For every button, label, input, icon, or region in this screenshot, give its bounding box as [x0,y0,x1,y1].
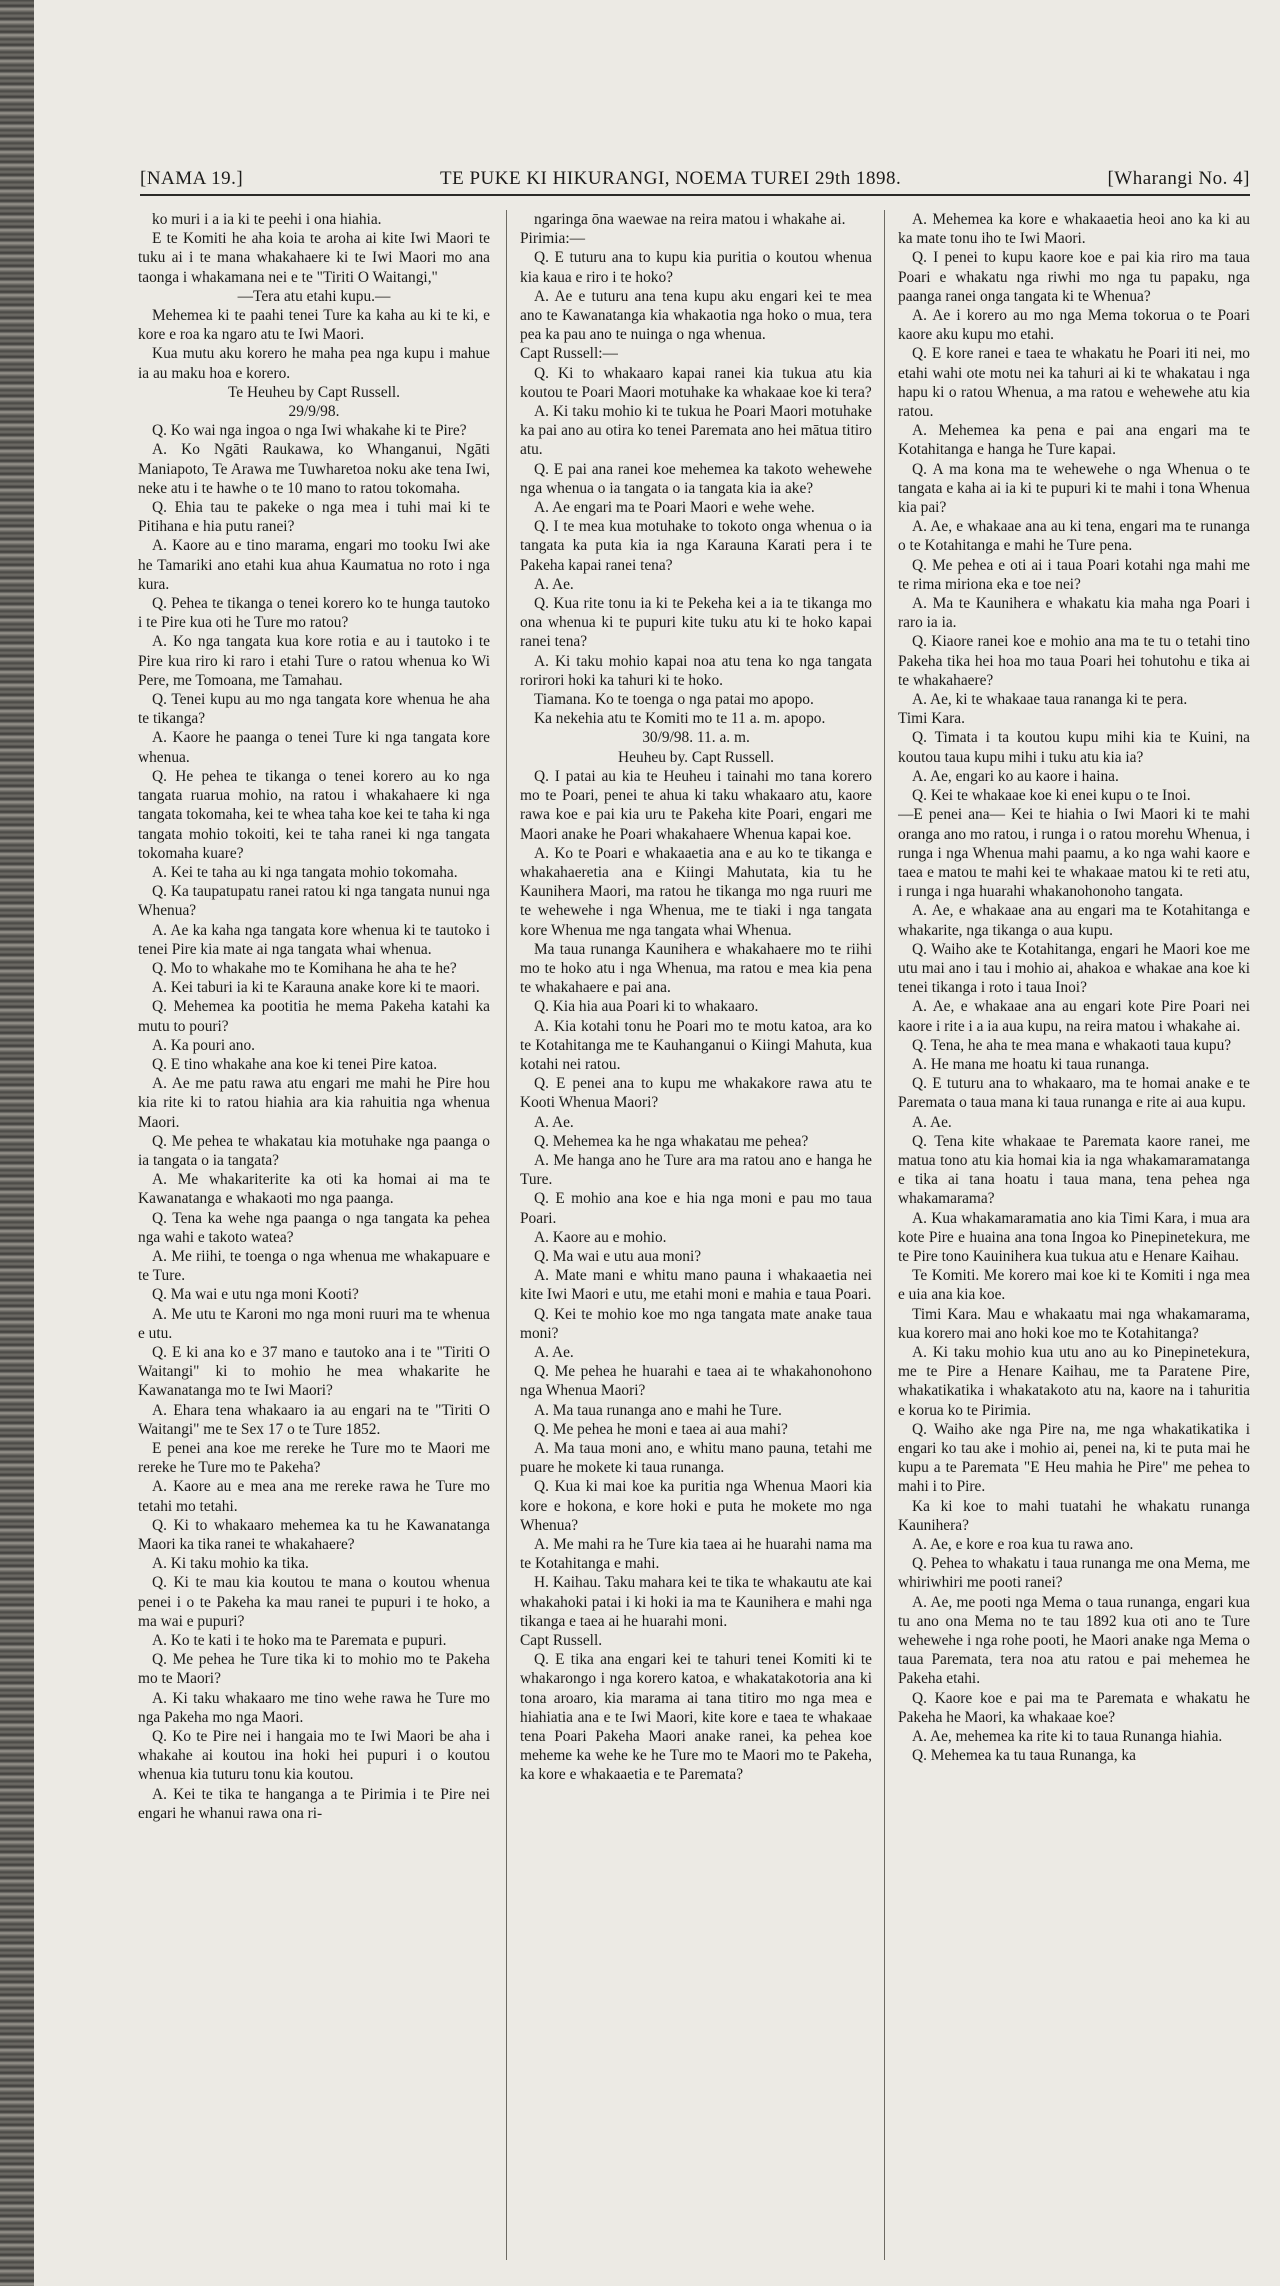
column-divider [506,210,507,2260]
paragraph: Q. Ko te Pire nei i hangaia mo te Iwi Maori be aha i whakahe ai koutou ina hoki hei pupuri i o koutou whenua kia tuturu tonu kia koutou. [138,1728,490,1784]
paragraph: A. Ae. [534,1343,574,1361]
paragraph: Q. Ma wai e utu nga moni Kooti? [152,1286,359,1304]
paragraph: A. Kei taburi ia ki te Karauna anake kore ki te maori. [152,979,480,997]
column-divider [884,210,885,2260]
paragraph: Ka ki koe to mahi tuatahi he whakatu runanga Kaunihera? [898,1497,1250,1534]
paragraph: Q. He pehea te tikanga o tenei korero au ko nga tangata ruarua mohio, na ratou i whakahaere ki nga tangata tokomaha, kei te whea taha koe kei te taha ki nga tangata mohio tokoiti, kei te taha ranei ki nga tangata tokomaha kuare? [138,767,490,862]
paragraph: E penei ana koe me rereke he Ture mo te Maori me rereke he Ture mo te Pakeha? [138,1440,490,1477]
paragraph: Q. Pehea te tikanga o tenei korero ko te hunga tautoko i te Pire kua oti he Ture mo ratou? [138,595,490,632]
paragraph: A. Ae, e whakaae ana au engari kote Pire Poari nei kaore i rite i a ia aua kupu, na reira matou i whakahe ai. [898,998,1250,1035]
paragraph: A. Ki taku mohio kua utu ano au ko Pinepinetekura, me te Pire a Henare Kaihau, me ta Paratene Pire, whakatikatika i whakatakoto atu na, kaore na i tahuritia e korua ko te Pirimia. [898,1343,1250,1419]
paragraph: A. Kei te tika te hanganga a te Pirimia i te Pire nei engari he whanui rawa ona ri- [138,1785,490,1822]
binding-edge [0,0,34,2286]
paragraph: A. Mehemea ka kore e whakaaetia heoi ano ka ki au ka mate tonu iho te Iwi Maori. [898,211,1250,248]
paragraph: Q. I patai au kia te Heuheu i tainahi mo tana korero mo te Poari, penei te ahua ki taku whakaaro atu, kaore rawa koe e pai kia uru te Pakeha kite Poari, engari me Maori anake he Poari whakahaere Whenua kapai koe. [520,767,872,843]
paragraph: A. Ae, me pooti nga Mema o taua runanga, engari kua tu ano ona Mema no te tau 1892 kua oti ano te Ture wehewehe i nga rohe pooti, he Maori anake nga Mema o taua Paremata, tera noa atu ratou e pai mehemea he Pakeha etahi. [898,1593,1250,1688]
column-3 [898,210,1250,2270]
paragraph: A. Me mahi ra he Ture kia taea ai he huarahi nama ma te Kotahitanga e mahi. [520,1536,872,1573]
paragraph: Q. Ki to whakaaro mehemea ka tu he Kawanatanga Maori ka tika ranei te whakahaere? [138,1516,490,1554]
page-number: [Wharangi No. 4] [1107,168,1250,189]
paragraph: 30/9/98. 11. a. m. [642,729,750,747]
paragraph: Q. I te mea kua motuhake to tokoto onga whenua o ia tangata ka puta kia ia nga Karauna Karati pera i te Pakeha kapai ranei tena? [520,518,872,574]
paragraph: A. Ae engari ma te Poari Maori e wehe wehe. [534,499,815,517]
paragraph: Q. Timata i ta koutou kupu mihi kia te Kuini, na koutou taua kupu mihi i tuku atu kia ia? [898,729,1250,766]
paragraph: Q. Tena, he aha te mea mana e whakaoti taua kupu? [912,1036,1232,1054]
paragraph: A. Ma taua runanga ano e mahi he Ture. [534,1401,782,1419]
paragraph: Q. I penei to kupu kaore koe e pai kia riro ma taua Poari e whakatu nga riwhi mo nga tu papaku, nga paanga ranei onga tangata ki te Whenua? [898,249,1250,305]
paragraph: A. Kaore au e tino marama, engari mo tooku Iwi ake he Tamariki ano etahi kua ahua Kaumatua no roto i nga kura. [138,537,490,593]
paragraph: A. Kaore au e mohio. [534,1228,667,1246]
paragraph: A. Me utu te Karoni mo nga moni ruuri ma te whenua e utu. [138,1305,490,1342]
paragraph: Q. Ka taupatupatu ranei ratou ki nga tangata nunui nga Whenua? [138,883,490,920]
paragraph: Q. E pai ana ranei koe mehemea ka takoto wehewehe nga whenua o ia tangata o ia tangata kia ia ake? [520,460,872,497]
paragraph: A. Ae, engari ko au kaore i haina. [912,767,1119,785]
paragraph: A. Kia kotahi tonu he Poari mo te motu katoa, ara ko te Kotahitanga me te Kauhanganui o Kiingi Mahuta, kua kotahi nei ratou. [520,1017,872,1073]
paragraph: Q. Waiho ake nga Pire na, me nga whakatikatika i engari ko tau ake i mohio ai, penei na, ki te puta mai he kupu a te Paremata "E Heu mahia he Pire" me pehea to mahi i to Pire. [898,1420,1250,1496]
paragraph: Q. Kia hia aua Poari ki to whakaaro. [534,998,759,1016]
paragraph: Q. E tino whakahe ana koe ki tenei Pire katoa. [152,1055,438,1073]
paragraph: A. Ae me patu rawa atu engari me mahi he Pire hou kia rite ki to ratou hiahia ara kia rahuitia nga whenua Maori. [138,1075,490,1131]
paragraph: Q. E tika ana engari kei te tahuri tenei Komiti ki te whakarongo i nga korero katoa, e whakatakotoria ana ki tona aroaro, kia marama ai tana titiro mo nga mea e hiahiatia ana e te Iwi Maori, kite kore e taea te whakaae tena Poari Pakeha Maori anake ranei, ka pehea koe meheme ka wehe ke he Ture mo te Maori mo te Pakeha, ka kore e whakaaetia e te Paremata? [520,1651,872,1784]
paragraph: Q. Ki te mau kia koutou te mana o koutou whenua penei i o te Pakeha ka mau ranei te pupuri i te hoko, a ma wai e pupuri? [138,1574,490,1630]
paragraph: Timi Kara. [898,710,965,728]
paragraph: A. Ae, mehemea ka rite ki to taua Runanga hiahia. [912,1728,1223,1746]
paragraph: A. Ae, ki te whakaae taua rananga ki te pera. [912,691,1188,709]
paragraph: Timi Kara. Mau e whakaatu mai nga whakamarama, kua korero mai ano hoki koe mo te Kotahitanga? [898,1305,1250,1342]
paragraph: A. Ma te Kaunihera e whakatu kia maha nga Poari i raro ia ia. [898,595,1250,632]
paragraph: Q. E kore ranei e taea te whakatu he Poari iti nei, mo etahi wahi ote motu nei ka tahuri ai ki te whakatau i nga hapu ki o ratou Whenua, a ma ratou e wehewehe atu kia ratou. [898,345,1250,421]
paragraph: ko muri i a ia ki te peehi i ona hiahia. [152,211,382,228]
paragraph: Q. E mohio ana koe e hia nga moni e pau mo taua Poari. [520,1190,872,1227]
paragraph: Heuheu by. Capt Russell. [618,748,774,766]
paragraph: Q. Me pehea he Ture tika ki to mohio mo te Pakeha mo te Maori? [138,1651,490,1688]
paragraph: Q. Mehemea ka he nga whakatau me pehea? [534,1132,809,1150]
paragraph: A. Mehemea ka pena e pai ana engari ma te Kotahitanga e hanga he Ture kapai. [898,422,1250,459]
header-rule [140,194,1250,196]
paragraph: Q. Me pehea e oti ai i taua Poari kotahi nga mahi me te rima miriona eka e toe nei? [898,556,1250,593]
paragraph: Q. Tena kite whakaae te Paremata kaore ranei, me matua tono atu kia homai kia ia nga whakamaramatanga e tika ai tana hoatu i taua mana, tena pehea nga whakamarama? [898,1132,1250,1208]
paragraph: Q. Ki to whakaaro kapai ranei kia tukua atu kia koutou te Poari Maori motuhake ka whakaae koe ki tera? [520,364,872,401]
paragraph: A. Mate mani e whitu mano pauna i whakaaetia nei kite Iwi Maori e utu, me etahi moni e mahia e taua Poari. [520,1267,872,1304]
paragraph: A. Kaore he paanga o tenei Ture ki nga tangata kore whenua. [138,729,490,766]
paragraph: A. Ae. [534,1113,574,1131]
paragraph: Q. A ma kona ma te wehewehe o nga Whenua o te tangata e kaha ai ia ki te pupuri ki te mahi i tona Whenua kia pai? [898,460,1250,517]
column-2 [520,210,872,2270]
paragraph: 29/9/98. [288,403,340,421]
paragraph: A. Ko te kati i te hoko ma te Paremata e pupuri. [152,1632,447,1650]
paragraph: A. Ka pouri ano. [152,1036,256,1054]
paragraph: Q. Tenei kupu au mo nga tangata kore whenua he aha te tikanga? [138,691,490,728]
paragraph: Q. Pehea to whakatu i taua runanga me ona Mema, me whiriwhiri me pooti ranei? [898,1555,1250,1592]
paragraph: Ma taua runanga Kaunihera e whakahaere mo te riihi mo te hoko atu i nga Whenua, ma ratou e mea kia pena te whakahaere e pai ana. [520,940,872,997]
paragraph: A. Me riihi, te toenga o nga whenua me whakapuare e te Ture. [138,1247,490,1285]
paragraph: A. Ki taku mohio ki te tukua he Poari Maori motuhake ka pai ano au otira ko tenei Paremata ano hei mātua titiro atu. [520,403,872,459]
paragraph: Q. Kaore koe e pai ma te Paremata e whakatu he Pakeha he Maori, ka whakaae koe? [898,1689,1250,1726]
paragraph: Q. Mo to whakahe mo te Komihana he aha te he? [152,959,457,977]
paragraph: Q. Kei te whakaae koe ki enei kupu o te Inoi. [912,787,1191,805]
paragraph: Kua mutu aku korero he maha pea nga kupu i mahue ia au maku hoa e korero. [138,345,490,382]
paragraph: A. Ae ka kaha nga tangata kore whenua ki te tautoko i tenei Pire kia mate ai nga tangata whai whenua. [138,921,490,958]
paragraph: A. Ae. [912,1113,952,1131]
paragraph: Q. Kua ki mai koe ka puritia nga Whenua Maori kia kore e hokona, e kore hoki e puta he mokete mo nga Whenua? [520,1478,872,1534]
paragraph: Te Komiti. Me korero mai koe ki te Komiti i nga mea e uia ana kia koe. [898,1267,1250,1304]
paragraph: A. Ae, e whakaae ana au ki tena, engari ma te runanga o te Kotahitanga e mahi he Ture pena. [898,518,1250,555]
paragraph: Q. Waiho ake te Kotahitanga, engari he Maori koe me utu mai ano i tau i mohio ai, ahakoa e whakae ana koe ki tenei tikanga i roto i taua Inoi? [898,940,1250,997]
paragraph: A. Kei te taha au ki nga tangata mohio tokomaha. [152,863,458,881]
paragraph: Q. Mehemea ka tu taua Runanga, ka [912,1747,1136,1765]
paragraph: A. Ki taku mohio kapai noa atu tena ko nga tangata rorirori hoki ka tahuri ki te hoko. [520,652,872,689]
paragraph: A. Ko te Poari e whakaaetia ana e au ko te tikanga e whakahaeretia ana e Kiingi Mahutata, kia tu he Kaunihera Maori, ma ratou he tikanga mo nga ruuri me te wehewehe i nga Whenua, me te tiaki i nga tangata kore Whenua me nga tangata whai Whenua. [520,844,872,939]
paragraph: Q. E penei ana to kupu me whakakore rawa atu te Kooti Whenua Maori? [520,1075,872,1112]
issue-number: [NAMA 19.] [140,168,244,189]
paragraph: A. Ae e tuturu ana tena kupu aku engari kei te mea ano te Kawanatanga kia whakaotia nga hoko o mua, tera pea ka pau ano te nuinga o nga whenua. [520,287,872,344]
page-header [140,162,1250,196]
paragraph: Q. Kei te mohio koe mo nga tangata mate anake taua moni? [520,1305,872,1342]
paragraph: Q. Mehemea ka pootitia he mema Pakeha katahi ka mutu to pouri? [138,998,490,1035]
paragraph: Q. Me pehea te whakatau kia motuhake nga paanga o ia tangata o ia tangata? [138,1132,490,1169]
paragraph: H. Kaihau. Taku mahara kei te tika te whakautu ate kai whakahoki patai i ki hoki ia ma te Kaunihera e mahi nga tikanga e taea ai he huarahi moni. [520,1574,872,1630]
paragraph: Q. Kua rite tonu ia ki te Pekeha kei a ia te tikanga mo ona whenua ki te pupuri kite tuku atu ki te hoko kapai ranei tena? [520,595,872,651]
paragraph: Capt Russell. [520,1632,603,1650]
paragraph: A. Ki taku whakaaro me tino wehe rawa he Ture mo nga Pakeha mo nga Maori. [138,1689,490,1726]
paragraph: Tiamana. Ko te toenga o nga patai mo apopo. [534,691,814,709]
paragraph: E te Komiti he aha koia te aroha ai kite Iwi Maori te tuku ai i te mana whakahaere ki te Iwi Maori mo ana taonga i whakamana nei e te "Tiriti O Waitangi," [138,230,490,286]
paragraph: A. He mana me hoatu ki taua runanga. [912,1055,1150,1073]
paragraph: A. Ae i korero au mo nga Mema tokorua o te Poari kaore aku kupu mo etahi. [898,307,1250,344]
paragraph: Q. Ehia tau te pakeke o nga mea i tuhi mai ki te Pitihana e hia putu ranei? [138,499,490,536]
paragraph: A. Kua whakamaramatia ano kia Timi Kara, i mua ara kote Pire e huaina ana tona Ingoa ko Pinepinetekura, me te Pire tono Kauinihera kua tukua atu e Henare Kaihau. [898,1209,1250,1265]
paragraph: Q. E tuturu ana to kupu kia puritia o koutou whenua kia kaua e riro i te hoko? [520,249,872,286]
paragraph: Q. Tena ka wehe nga paanga o nga tangata ka pehea nga wahi e takoto watea? [138,1209,490,1246]
paragraph: A. Kaore au e mea ana me rereke rawa he Ture mo tetahi mo tetahi. [138,1478,490,1515]
paragraph: Q. Kiaore ranei koe e mohio ana ma te tu o tetahi tino Pakeha tika hei hoa mo taua Poari hei tohutohu e tika ai te whakahaere? [898,633,1250,689]
paragraph: Q. E ki ana ko e 37 mano e tautoko ana i te "Tiriti O Waitangi" ki to mohio he mea whakarite he Kawanatanga mo te Iwi Maori? [138,1343,490,1400]
paragraph: Q. Me pehea he huarahi e taea ai te whakahonohono nga Whenua Maori? [520,1363,872,1400]
paragraph: A. Ae. [534,575,574,593]
paragraph: A. Ko Ngāti Raukawa, ko Whanganui, Ngāti Maniapoto, Te Arawa me Tuwharetoa noku ake tena Iwi, neke atu i te hawhe o te 10 mano to ratou tokomaha. [138,441,490,497]
paragraph: Mehemea ki te paahi tenei Ture ka kaha au ki te ki, e kore e roa ka ngaro atu te Iwi Maori. [138,307,490,344]
paragraph: Q. Ko wai nga ingoa o nga Iwi whakahe ki te Pire? [152,422,467,440]
paragraph: A. Ehara tena whakaaro ia au engari na te "Tiriti O Waitangi" me te Sex 17 o te Ture 1852. [138,1401,490,1438]
paragraph: Pirimia:— [520,230,585,248]
newspaper-title: TE PUKE KI HIKURANGI, NOEMA TUREI 29th 1898. [440,168,902,189]
paragraph: Q. E tuturu ana to whakaaro, ma te homai anake e te Paremata o taua mana ki taua runanga e rite ai aua kupu. [898,1075,1250,1112]
paragraph: Capt Russell:— [520,345,618,363]
paragraph: A. Me hanga ano he Ture ara ma ratou ano e hanga he Ture. [520,1151,872,1189]
paragraph: A. Ae, e kore e roa kua tu rawa ano. [912,1536,1134,1554]
paragraph: Ka nekehia atu te Komiti mo te 11 a. m. apopo. [534,710,826,728]
paragraph: —Tera atu etahi kupu.— [237,287,391,305]
paragraph: A. Me whakariterite ka oti ka homai ai ma te Kawanatanga e whakaoti mo nga paanga. [138,1171,490,1208]
paragraph: Q. Me pehea he moni e taea ai aua mahi? [534,1420,788,1438]
paragraph: Q. Ma wai e utu aua moni? [534,1247,702,1265]
paragraph: A. Ki taku mohio ka tika. [152,1555,309,1573]
paragraph: ngaringa ōna waewae na reira matou i whakahe ai. [534,211,846,228]
column-1 [138,210,490,2270]
paragraph: Te Heuheu by Capt Russell. [227,383,401,401]
paragraph: A. Ma taua moni ano, e whitu mano pauna, tetahi me puare he mokete ki taua runanga. [520,1440,872,1477]
paragraph: A. Ae, e whakaae ana au engari ma te Kotahitanga e whakarite, nga tikanga o aua kupu. [898,902,1250,939]
paragraph: A. Ko nga tangata kua kore rotia e au i tautoko i te Pire kua riro ki raro i etahi Ture o ratou whenua ko Wi Pere, me Tomoana, me Tamahau. [138,633,490,689]
paragraph: —E penei ana— Kei te hiahia o Iwi Maori ki te mahi oranga ano mo ratou, i runga i o ratou morehu Whenua, i runga i nga Whenua mahi paamu, a ko nga wahi kaore e taea e matou te mahi kei te whakaae matou ki te reti atu, i runga i nga huarahi whakanohonoho tangata. [898,806,1250,901]
